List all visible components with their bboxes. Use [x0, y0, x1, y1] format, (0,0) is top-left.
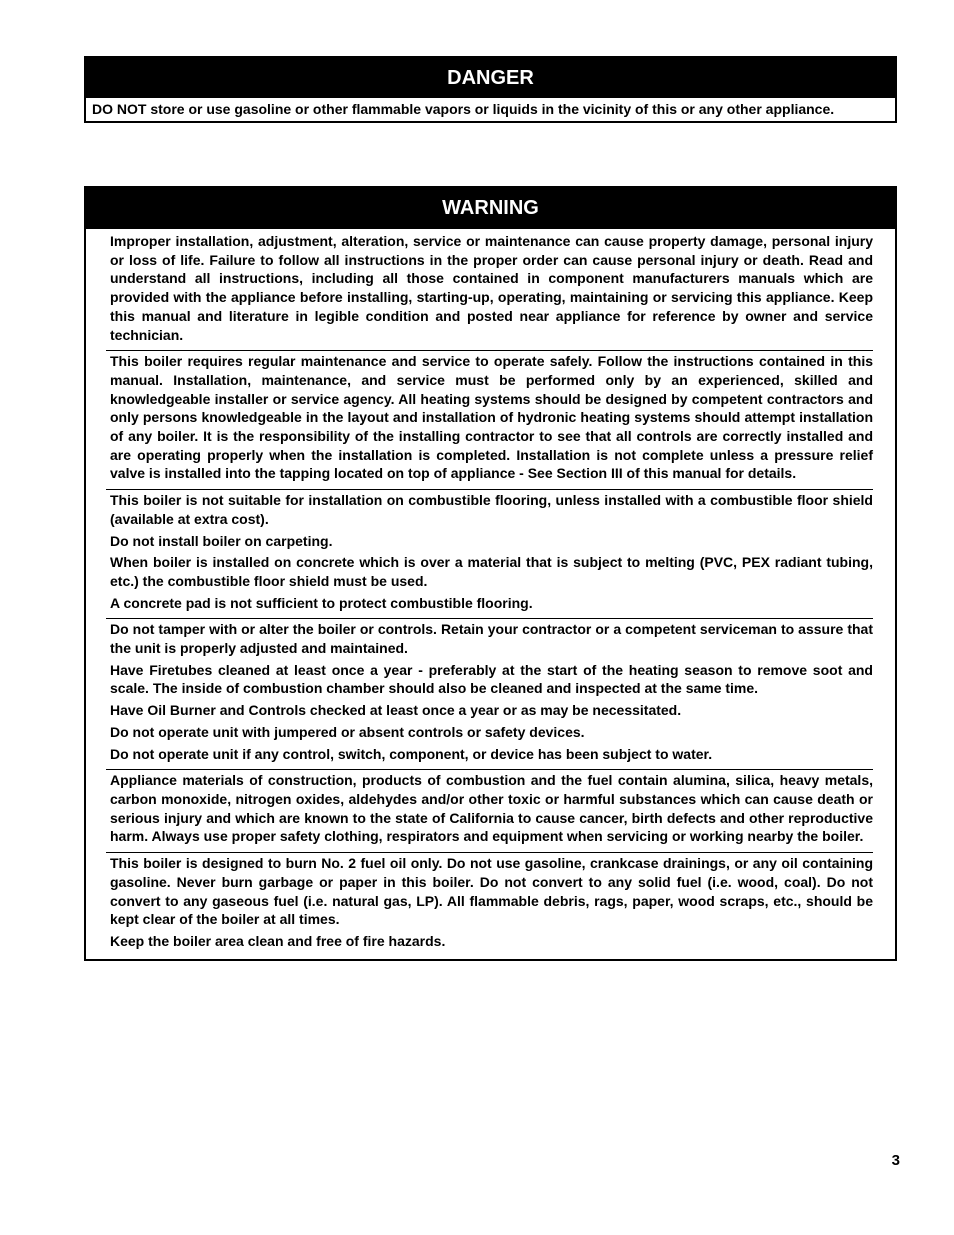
warning-section-controls — [106, 619, 873, 770]
warning-section-installation — [106, 231, 873, 351]
warning-paragraph: Improper installation, adjustment, alteration, service or maintenance can cause property damage, personal injury or loss of life. Failure to follow all instructions in the proper order can cause personal injury or death. Read and understand all instructions, including all those contained in component manufacturers manuals which are provided with the appliance before installing, starting-up, operating, maintaining or servicing this appliance. Keep this manual and literature in legible condition and posted near appliance for reference by owner and service technician. — [110, 233, 873, 343]
warning-paragraph: When boiler is installed on concrete which is over a material that is subject to melting (PVC, PEX radiant tubing, etc.) the combustible floor shield must be used. — [110, 554, 873, 589]
warning-section-maintenance — [106, 351, 873, 490]
warning-section-fuel — [106, 853, 873, 957]
warning-paragraph: Do not operate unit with jumpered or absent controls or safety devices. — [110, 723, 585, 740]
page-number: 3 — [891, 1152, 900, 1169]
warning-paragraph: A concrete pad is not sufficient to protect combustible flooring. — [110, 594, 533, 611]
warning-body — [86, 229, 895, 959]
warning-paragraph: Do not operate unit if any control, switch, component, or device has been subject to water. — [110, 745, 713, 762]
warning-paragraph: Do not install boiler on carpeting. — [110, 532, 333, 549]
warning-paragraph: This boiler is not suitable for installation on combustible flooring, unless installed with a combustible floor shield (available at extra cost). — [110, 492, 873, 527]
warning-paragraph: Have Firetubes cleaned at least once a year - preferably at the start of the heating season to remove soot and scale. The inside of combustion chamber should also be cleaned and inspected at the same time. — [110, 661, 873, 697]
warning-paragraph: Keep the boiler area clean and free of fire hazards. — [110, 932, 446, 949]
danger-heading: DANGER — [86, 58, 895, 98]
danger-text: DO NOT store or use gasoline or other flammable vapors or liquids in the vicinity of this or any other appliance. — [92, 101, 835, 117]
warning-heading: WARNING — [86, 188, 895, 229]
warning-paragraph: This boiler requires regular maintenance and service to operate safely. Follow the instructions contained in this manual. Installation, maintenance, and service must be performed only by an experienced, skilled and knowledgeable installer or service agency. All heating systems should be designed by competent contractors and only persons knowledgeable in the layout and installation of hydronic heating systems should attempt installation of any boiler. It is the responsibility of the installing contractor to see that all controls are correctly installed and are operating properly when the installation is completed. Installation is not complete unless a pressure relief valve is installed into the tapping located on top of appliance - See Section III of this manual for details. — [110, 353, 873, 482]
warning-box — [84, 186, 897, 961]
danger-box — [84, 56, 897, 123]
warning-paragraph: Have Oil Burner and Controls checked at least once a year or as may be necessitated. — [110, 702, 682, 719]
warning-section-flooring — [106, 490, 873, 619]
warning-section-materials — [106, 770, 873, 853]
warning-paragraph: This boiler is designed to burn No. 2 fuel oil only. Do not use gasoline, crankcase drainings, or any oil containing gasoline. Never burn garbage or paper in this boiler. Do not convert to any solid fuel (i.e. wood, coal). Do not convert to any gaseous fuel (i.e. natural gas, LP). All flammable debris, rags, paper, wood scraps, etc., should be kept clear of the boiler at all times. — [110, 855, 873, 928]
warning-paragraph: Appliance materials of construction, products of combustion and the fuel contain alumina, silica, heavy metals, carbon monoxide, nitrogen oxides, aldehydes and/or other toxic or harmful substances which can cause death or serious injury and which are known to the state of California to cause cancer, birth defects and other reproductive harm. Always use proper safety clothing, respirators and equipment when servicing or working nearby the boiler. — [110, 772, 873, 845]
warning-paragraph: Do not tamper with or alter the boiler or controls. Retain your contractor or a competent serviceman to assure that the unit is properly adjusted and maintained. — [110, 621, 873, 657]
